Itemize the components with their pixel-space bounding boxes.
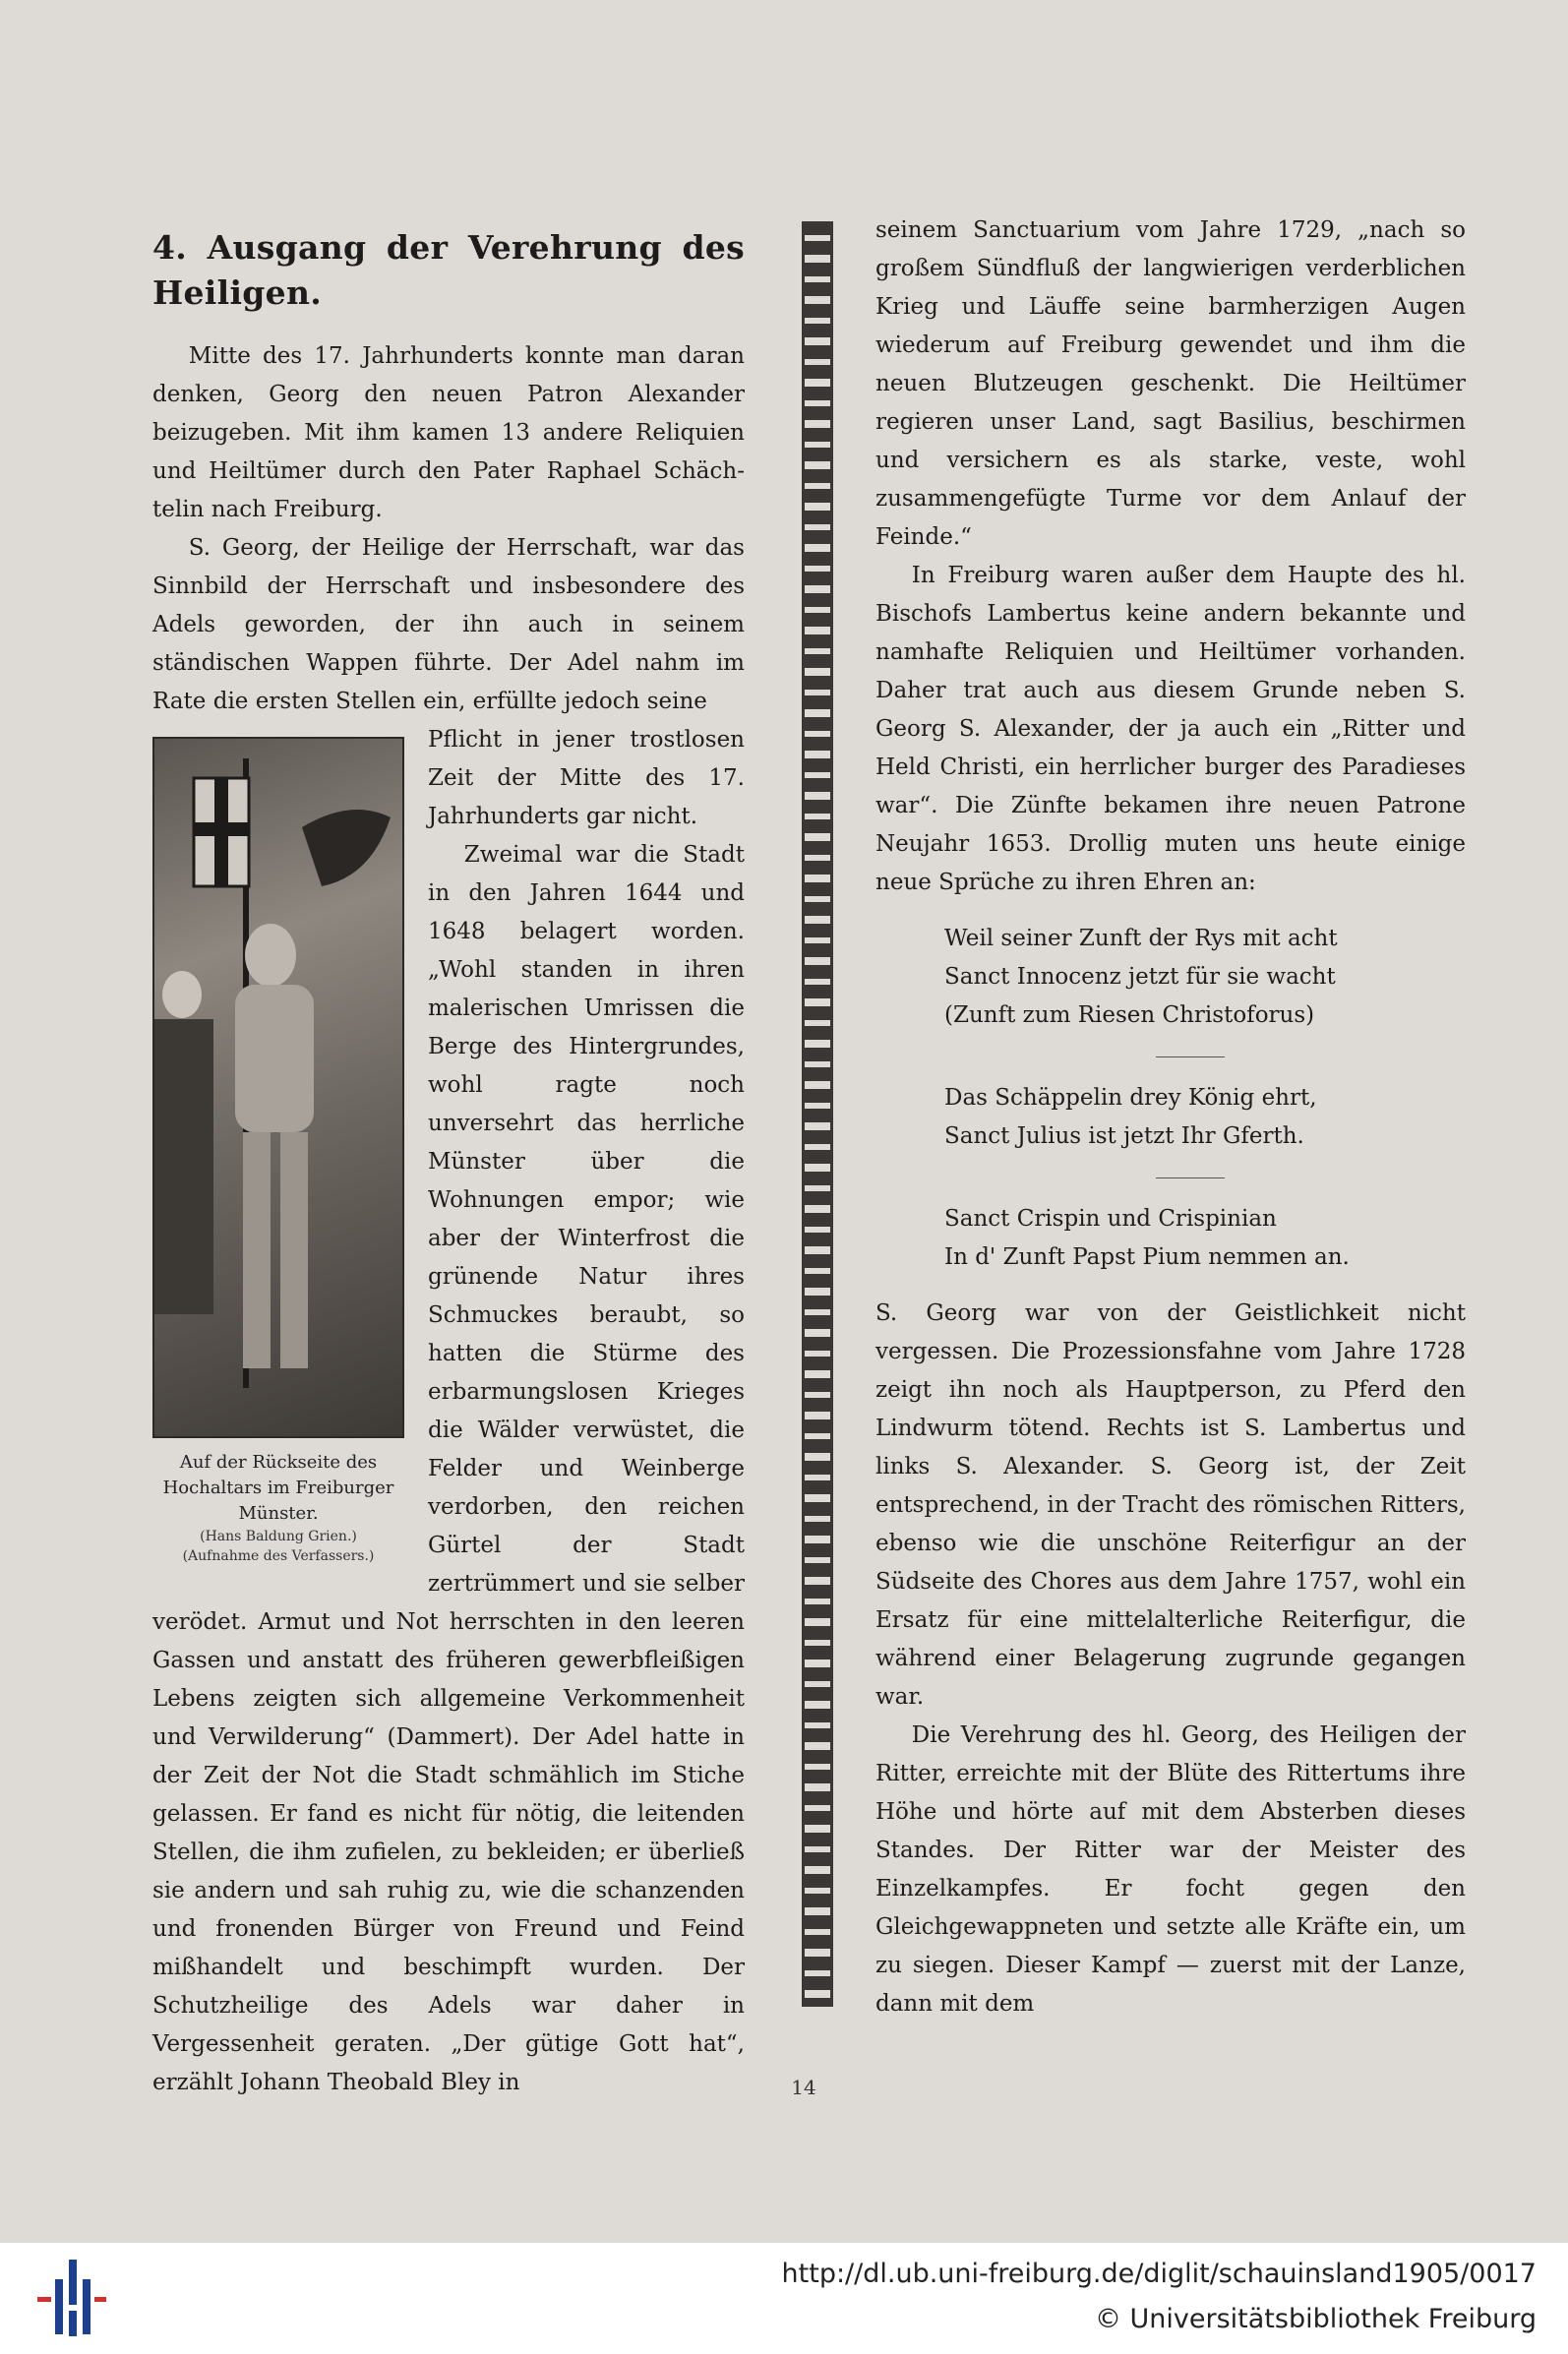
- verse-separator: [1156, 1056, 1225, 1057]
- verse-block: [944, 920, 1466, 1035]
- page-number: 14: [791, 2076, 816, 2099]
- verse-block: [944, 1079, 1466, 1156]
- verse-line: Das Schäppelin drey König ehrt,: [944, 1085, 1317, 1111]
- figure-credit-artist: (Hans Baldung Grien.): [200, 1529, 357, 1544]
- paragraph: S. Georg, der Heilige der Herrschaft, war das Sinnbild der Herrschaft und insbesondere des Adels geworden, der ihn auch in seinem ständischen Wappen führte. Der Adel nahm im Rate die ersten Stellen ein, erfüllte jedoch seine: [152, 535, 745, 714]
- paragraph: S. Georg war von der Geistlichkeit nicht vergessen. Die Prozessionsfahne vom Jahre 1728 zeigt ihn noch als Hauptperson, zu Pferd den Lindwurm tötend. Rechts ist S. Lambertus und links S. Alexander. S. Georg ist, der Zeit entsprechend, in der Tracht des römischen Ritters, ebenso wie die unschöne Reiterfigur an der Südseite des Chores aus dem Jahre 1757, wohl ein Ersatz für eine mittelalterliche Reiterfigur, die während einer Belagerung zugrunde gegangen war.: [875, 1300, 1466, 1710]
- paragraph: Mitte des 17. Jahrhunderts konnte man daran denken, Georg den neuen Patron Alexander beizugeben. Mit ihm kamen 13 andere Reliquien und Heiltümer durch den Pater Raphael Schäch-telin nach Freiburg.: [152, 343, 745, 522]
- verse-line: Sanct Innocenz jetzt für sie wacht: [944, 964, 1336, 990]
- section-heading: 4. Ausgang der Verehrung des Heiligen.: [152, 228, 745, 312]
- paragraph: Die Verehrung des hl. Georg, des Heiligen der Ritter, erreichte mit der Blüte des Rittertums ihre Höhe und hörte auf mit dem Absterben dieses Standes. Der Ritter war der Meister des Einzelkampfes. Er focht gegen den Gleichgewappneten und setzte alle Kräfte ein, um zu siegen. Dieser Kampf — zuerst mit der Lanze, dann mit dem: [875, 1722, 1466, 2017]
- paragraph: seinem Sanctuarium vom Jahre 1729, „nach so großem Sündfluß der langwierigen verderblichen Krieg und Läuffe seine barmherzigen Augen wiederum auf Freiburg gewendet und ihm die neuen Blutzeugen geschenkt. Die Heiltümer regieren unser Land, sagt Basilius, beschirmen und versichern es als starke, veste, wohl zusammengefügte Turme vor dem Anlauf der Feinde.“: [875, 217, 1466, 550]
- figure: [152, 737, 404, 1566]
- left-column: [152, 211, 745, 2102]
- verse-separator: [1156, 1177, 1225, 1178]
- figure-caption: Auf der Rückseite des Hochaltars im Freiburger Münster.: [162, 1452, 394, 1524]
- verse-line: Sanct Crispin und Crispinian: [944, 1206, 1277, 1232]
- right-column: [875, 211, 1466, 2023]
- paragraph: Zweimal war die Stadt in den Jahren 1644 und 1648 belagert worden. „Wohl standen in ihren malerischen Umrissen die Berge des Hintergrundes, wohl ragte noch unversehrt das herrliche Münster über die Wohnungen empor; wie aber der Winterfrost die grünende Natur ihres Schmuckes beraubt, so hatten die Stürme des erbarmungslosen Krieges die Wälder verwüstet, die Felder und Weinberge verdorben, den reichen Gürtel der Stadt zertrümmert und sie selber verödet. Armut und Not herrschten in den leeren Gassen und anstatt des früheren gewerbfleißigen Lebens zeigten sich allgemeine Verkommenheit und Verwilderung“ (Dammert). Der Adel hatte in der Zeit der Not die Stadt schmählich im Stiche gelassen. Er fand es nicht für nötig, die leitenden Stellen, die ihm zufielen, zu bekleiden; er überließ sie andern und sah ruhig zu, wie die schanzenden und fronenden Bürger von Freund und Feind mißhandelt und beschimpft wurden. Der Schutzheilige des Adels war daher in Vergessenheit geraten. „Der gütige Gott hat“, erzählt Johann Theobald Bley in: [152, 842, 745, 2095]
- verse-line: (Zunft zum Riesen Christoforus): [944, 1002, 1315, 1028]
- ornamental-divider: [802, 221, 833, 2007]
- figure-image-st-george: [152, 737, 404, 1438]
- paragraph: In Freiburg waren außer dem Haupte des hl. Bischofs Lambertus keine andern bekannte und namhafte Reliquien und Heiltümer vorhanden. Daher trat auch aus diesem Grunde neben S. Georg S. Alexander, der ja auch ein „Ritter und Held Christi, ein herrlicher burger des Paradieses war“. Die Zünfte bekamen ihre neuen Patrone Neujahr 1653. Drollig muten uns heute einige neue Sprüche zu ihren Ehren an:: [875, 563, 1466, 895]
- verse-line: Sanct Julius ist jetzt Ihr Gferth.: [944, 1123, 1304, 1149]
- paragraph: Pflicht in jener trostlosen Zeit der Mitte des 17. Jahrhunderts gar nicht.: [428, 727, 745, 829]
- source-url-link[interactable]: http://dl.ub.uni-freiburg.de/diglit/schauinsland1905/0017: [781, 2259, 1537, 2289]
- library-logo-icon: [37, 2260, 106, 2338]
- verse-line: In d' Zunft Papst Pium nemmen an.: [944, 1244, 1350, 1270]
- figure-credit-photo: (Aufnahme des Verfassers.): [182, 1548, 375, 1564]
- verse-line: Weil seiner Zunft der Rys mit acht: [944, 926, 1338, 951]
- copyright-text: © Universitätsbibliothek Freiburg: [1094, 2304, 1537, 2334]
- verse-block: [944, 1200, 1466, 1277]
- footer: [0, 2243, 1568, 2354]
